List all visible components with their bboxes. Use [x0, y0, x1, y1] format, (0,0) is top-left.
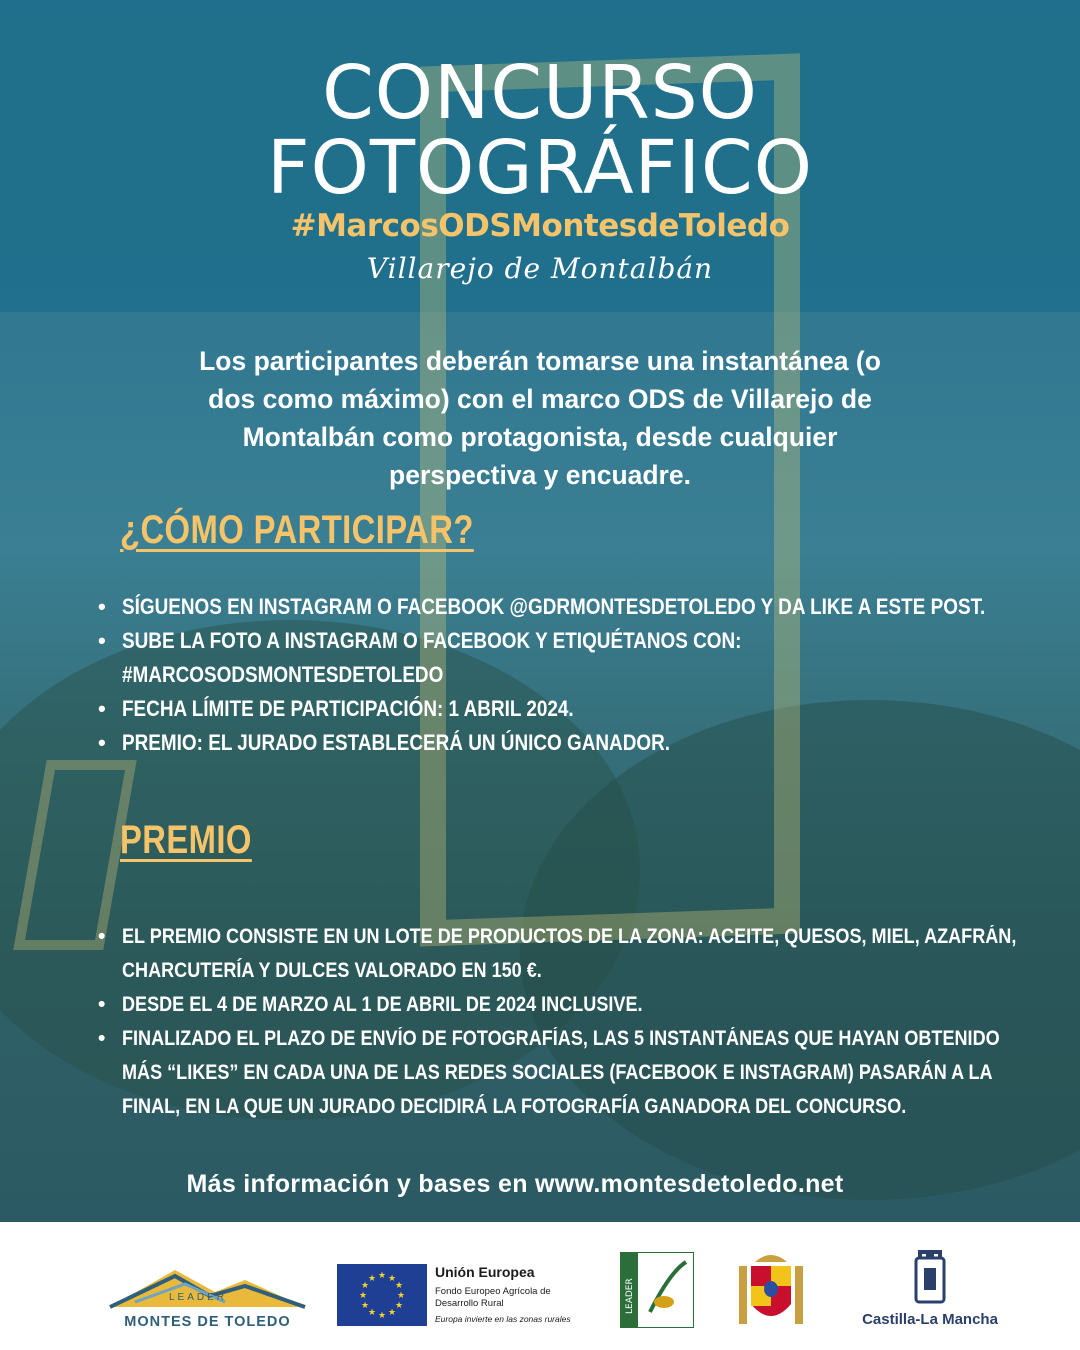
- eu-feader-logo: ★ ★ ★ ★ ★ ★ ★ ★ ★ ★ ★ ★ Unión Europea Fondo Europeo Agrícola de Desarrollo Rural Europa invierte en las zonas rurales: [337, 1264, 587, 1328]
- list-item: • SÍGUENOS EN INSTAGRAM O FACEBOOK @GDRMONTESDETOLEDO Y DA LIKE A ESTE POST.: [98, 590, 998, 624]
- spain-coat-of-arms-icon: [735, 1244, 807, 1336]
- list-item: • SUBE LA FOTO A INSTAGRAM O FACEBOOK Y ETIQUÉTANOS CON: #MARCOSODSMONTESDETOLEDO: [98, 624, 998, 692]
- svg-text:★: ★: [360, 1281, 370, 1291]
- premio-list: [98, 920, 1058, 1124]
- svg-text:★: ★: [358, 1291, 368, 1301]
- eu-flag-icon: [337, 1264, 427, 1326]
- intro-text: Los participantes deberán tomarse una instantánea (o dos como máximo) con el marco ODS de Villarejo de Montalbán como protagonista, desde cualquier perspectiva y encuadre.: [199, 346, 881, 490]
- list-item: • PREMIO: EL JURADO ESTABLECERÁ UN ÚNICO GANADOR.: [98, 726, 998, 760]
- list-item: • EL PREMIO CONSISTE EN UN LOTE DE PRODUCTOS DE LA ZONA: ACEITE, QUESOS, MIEL, AZAFRÁN, CHARCUTERÍA Y DULCES VALORADO EN 150 €.: [98, 920, 1058, 988]
- svg-text:★: ★: [387, 1274, 397, 1284]
- svg-text:★: ★: [387, 1308, 397, 1318]
- svg-text:★: ★: [360, 1301, 370, 1311]
- svg-text:★: ★: [394, 1281, 404, 1291]
- svg-text:★: ★: [367, 1274, 377, 1284]
- svg-text:LEADER: LEADER: [625, 1278, 635, 1314]
- svg-text:★: ★: [367, 1308, 377, 1318]
- title-line-1: CONCURSO: [322, 50, 758, 136]
- hashtag: #MarcosODSMontesdeToledo: [290, 208, 790, 244]
- montes-de-toledo-logo: LEADER MONTES DE TOLEDO: [105, 1262, 310, 1330]
- list-item: • FECHA LÍMITE DE PARTICIPACIÓN: 1 ABRIL 2024.: [98, 692, 998, 726]
- participar-list: [98, 590, 998, 760]
- title-line-2: FOTOGRÁFICO: [267, 125, 813, 211]
- place-name: Villarejo de Montalbán: [366, 252, 714, 285]
- more-info-link: Más información y bases en www.montesdetoledo.net: [186, 1170, 844, 1198]
- leader-logo: [620, 1252, 694, 1328]
- svg-text:★: ★: [377, 1271, 387, 1281]
- list-item: • FINALIZADO EL PLAZO DE ENVÍO DE FOTOGRAFÍAS, LAS 5 INSTANTÁNEAS QUE HAYAN OBTENIDO MÁS “LIKES” EN CADA UNA DE LAS REDES SOCIALES (FACEBOOK E INSTAGRAM) PASARÁN A LA FINAL, EN LA QUE UN JURADO DECIDIRÁ LA FOTOGRAFÍA GANADORA DEL CONCURSO.: [98, 1022, 1058, 1124]
- svg-text:★: ★: [394, 1301, 404, 1311]
- heading-como-participar: ¿CÓMO PARTICIPAR?: [120, 508, 474, 552]
- svg-text:★: ★: [377, 1311, 387, 1321]
- svg-text:★: ★: [396, 1291, 406, 1301]
- castilla-la-mancha-logo: Castilla-La Mancha: [860, 1244, 1000, 1330]
- mountains-icon: [105, 1262, 310, 1312]
- heading-premio: PREMIO: [120, 818, 252, 862]
- list-item: • DESDE EL 4 DE MARZO AL 1 DE ABRIL DE 2024 INCLUSIVE.: [98, 988, 1058, 1022]
